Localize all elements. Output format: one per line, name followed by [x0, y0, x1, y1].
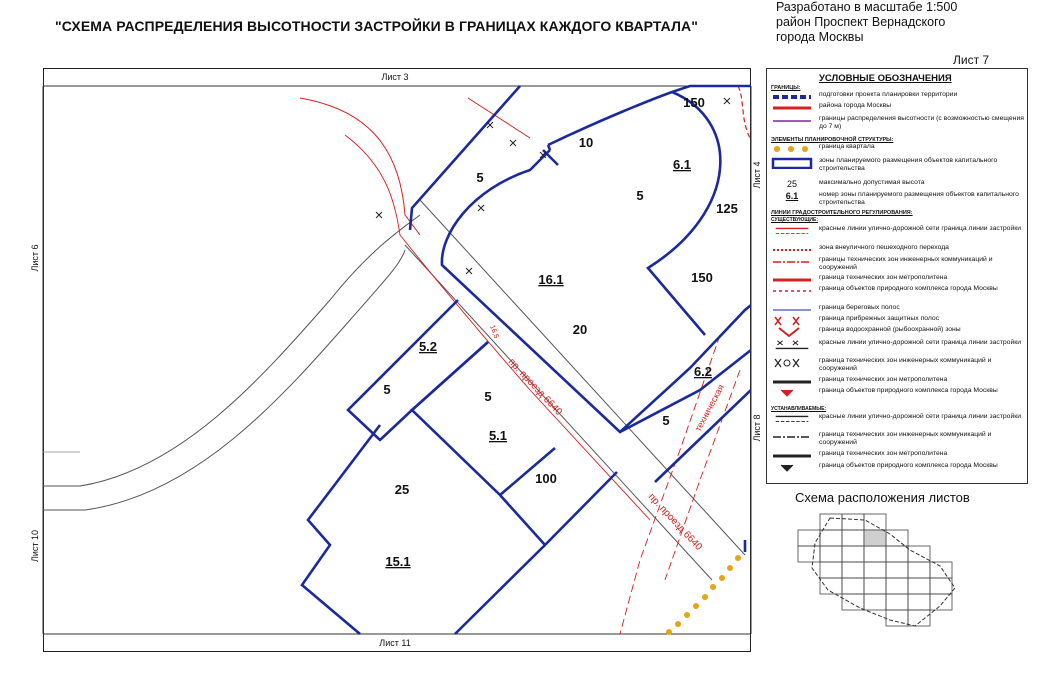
legend-item: граница водоохранной (рыбоохранной) зоны [771, 326, 1025, 338]
height-label: 150 [691, 270, 713, 285]
legend-item: красные линии улично-дорожной сети граница линии застройки [771, 339, 1025, 355]
dimension-label: 16,5 [488, 324, 500, 340]
height-label: 10 [578, 135, 594, 150]
zone-number: 5.2 [418, 339, 438, 354]
sheet-layout-scheme [790, 508, 980, 640]
height-label: 5 [383, 382, 391, 397]
height-label: 5 [662, 413, 670, 428]
zone-number: 6.1 [672, 157, 692, 172]
legend-item: граница прибрежных защитных полос [771, 315, 1025, 327]
height-label: 20 [572, 322, 588, 337]
page-title: "СХЕМА РАСПРЕДЕЛЕНИЯ ВЫСОТНОСТИ ЗАСТРОЙКИ В ГРАНИЦАХ КАЖДОГО КВАРТАЛА" [55, 18, 698, 34]
legend-section: ЛИНИИ ГРАДОСТРОИТЕЛЬНОГО РЕГУЛИРОВАНИЯ: [771, 210, 913, 216]
zone-6-2 [620, 350, 751, 432]
height-label: 100 [535, 471, 557, 486]
zone-number: 5.1 [488, 428, 508, 443]
legend-item: граница объектов природного комплекса города Москвы [771, 462, 1025, 478]
zone-15-1-left [302, 425, 380, 634]
zone-6-2-lower [655, 390, 751, 482]
legend-item: граница технических зон метрополитена [819, 376, 948, 383]
red-line-notch [468, 98, 530, 138]
city-line: города Москвы [776, 30, 864, 44]
sheet-ref-bottom: Лист 11 [379, 638, 411, 648]
legend-section: УСТАНАВЛИВАЕМЫЕ: [771, 406, 827, 412]
road-edge-inner [43, 250, 405, 510]
sheet-ref-right-upper: Лист 4 [752, 161, 762, 189]
legend-section: ГРАНИЦЫ: [771, 85, 801, 91]
current-sheet-cell [864, 530, 886, 546]
legend-section: СУЩЕСТВУЮЩИЕ: [771, 217, 819, 223]
legend-panel [766, 68, 1028, 484]
legend-item: граница объектов природного комплекса города Москвы [771, 387, 1025, 403]
zone-number: 16.1 [538, 272, 564, 287]
sheet-ref-top: Лист 3 [381, 72, 409, 82]
legend-section: ЭЛЕМЕНТЫ ПЛАНИРОВОЧНОЙ СТРУКТУРЫ: [771, 137, 894, 143]
legend-item: зоны планируемого размещения объектов капитального строительства [771, 157, 1025, 177]
legend-item: 6.1 номер зоны планируемого размещения объектов капитального строительства [785, 191, 1019, 206]
red-line-tech [620, 335, 720, 634]
red-line-upper [300, 98, 420, 235]
zone-15-1-right [455, 545, 545, 634]
height-label: 5 [476, 170, 484, 185]
height-label: 5 [484, 389, 492, 404]
legend-item: граница технических зон инженерных коммуникаций и сооружений [819, 431, 992, 446]
height-label: 5 [636, 188, 644, 203]
zone-6-1-curve [648, 92, 720, 335]
height-label: 25 [394, 482, 410, 497]
scheme-title: Схема расположения листов [795, 490, 970, 505]
legend-item: граница квартала [771, 143, 1025, 155]
legend-item: района города Москвы [819, 102, 892, 109]
legend-item: красные линии улично-дорожной сети граница линии застройки [819, 413, 1022, 420]
legend-item: красные линии улично-дорожной сети граница линии застройки [819, 225, 1022, 232]
zone-joint [548, 145, 550, 150]
zone-5-2 [348, 300, 488, 440]
sheet-ref-left-upper: Лист 6 [30, 244, 40, 272]
quarter-boundary [666, 555, 741, 635]
red-line-corner [738, 86, 751, 140]
legend-item: зона внеуличного пешеходного перехода [819, 244, 949, 251]
height-label: 150 [683, 95, 705, 110]
sheet-ref-right-lower: Лист 8 [752, 414, 762, 442]
legend-title: УСЛОВНЫЕ ОБОЗНАЧЕНИЯ [819, 73, 952, 84]
zone-number: 15.1 [385, 554, 411, 569]
legend-item: 25 максимально допустимая высота [786, 179, 925, 189]
zone-number: 6.2 [693, 364, 713, 379]
legend-item: границы технических зон инженерных коммуникаций и сооружений [819, 256, 993, 271]
sheet-ref-left-lower: Лист 10 [30, 529, 40, 563]
legend-item: граница береговых полос [819, 304, 900, 311]
road-label: пр. проезд 6640 [505, 356, 565, 418]
scale-line: Разработано в масштабе 1:500 [776, 0, 958, 14]
road-label: техническая [692, 382, 726, 433]
zone-5-top [410, 86, 520, 230]
legend-item: граница технических зон инженерных коммуникаций и сооружений [771, 357, 1025, 373]
legend-item: граница технических зон метрополитена [819, 274, 948, 281]
legend-item: граница объектов природного комплекса города Москвы [819, 285, 998, 292]
legend-item: граница технических зон метрополитена [819, 450, 948, 457]
height-label: 125 [716, 201, 738, 216]
legend-item: подготовки проекта планировки территории [819, 91, 958, 98]
legend-item: границы распределения высотности (с возможностью смещения до 7 м) [819, 115, 1024, 130]
road-label: пр. проезд 6640 [645, 491, 705, 553]
district-line: район Проспект Вернадского [776, 15, 946, 29]
sheet-number: Лист 7 [953, 53, 990, 67]
